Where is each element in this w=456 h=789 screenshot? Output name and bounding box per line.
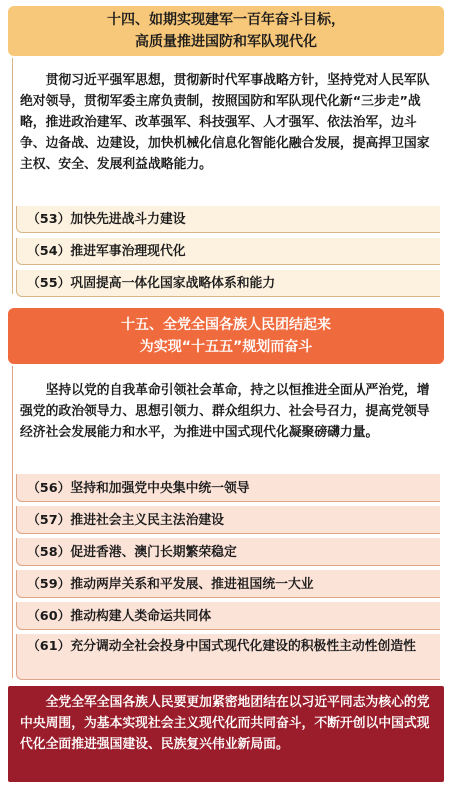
section15-item-58: （58）促进香港、澳门长期繁荣稳定 (16, 538, 440, 566)
section14-bracket (12, 58, 13, 294)
section14-paragraph: 贯彻习近平强军思想，贯彻新时代军事战略方针，坚持党对人民军队绝对领导，贯彻军委主席负责制，按照国防和军队现代化新“三步走”战略，推进政治建军、改革强军、科技强军、人才强军、依法治军，边斗争、边备战、边建设，加快机械化信息化智能化融合发展，提高捍卫国家主权、安全、发展利益战略能力。 (20, 73, 430, 172)
section15-paragraph: 坚持以党的自我革命引领社会革命，持之以恒推进全面从严治党，增强党的政治领导力、思想引领力、群众组织力、社会号召力，提高党领导经济社会发展能力和水平，为推进中国式现代化凝聚磅礴力量。 (20, 383, 430, 440)
section15-title-line2: 为实现“十五五”规划而奋斗 (139, 339, 313, 355)
section14-title-line1: 十四、如期实现建军一百年奋斗目标， (107, 12, 345, 28)
section14-item-53: （53）加快先进战斗力建设 (16, 206, 440, 233)
section15-item-56: （56）坚持和加强党中央集中统一领导 (16, 474, 440, 502)
section15-title-line1: 十五、全党全国各族人民团结起来 (121, 317, 331, 333)
section14-item-55: （55）巩固提高一体化国家战略体系和能力 (16, 270, 440, 297)
section15-item-61: （61）充分调动全社会投身中国式现代化建设的积极性主动性创造性 (16, 634, 440, 680)
section15-item-60: （60）推动构建人类命运共同体 (16, 602, 440, 630)
section15-item-59: （59）推动两岸关系和平发展、推进祖国统一大业 (16, 570, 440, 598)
footer-banner: 全党全军全国各族人民要更加紧密地团结在以习近平同志为核心的党中央周围，为基本实现社会主义现代化而共同奋斗，不断开创以中国式现代化全面推进强国建设、民族复兴伟业新局面。 (8, 686, 444, 782)
section14-header (8, 6, 444, 56)
section15-header (8, 308, 444, 364)
section14-title-line2: 高质量推进国防和军队现代化 (135, 34, 317, 50)
section15-item-57: （57）推进社会主义民主法治建设 (16, 506, 440, 534)
section14-item-54: （54）推进军事治理现代化 (16, 238, 440, 265)
section15-bracket (12, 366, 13, 678)
